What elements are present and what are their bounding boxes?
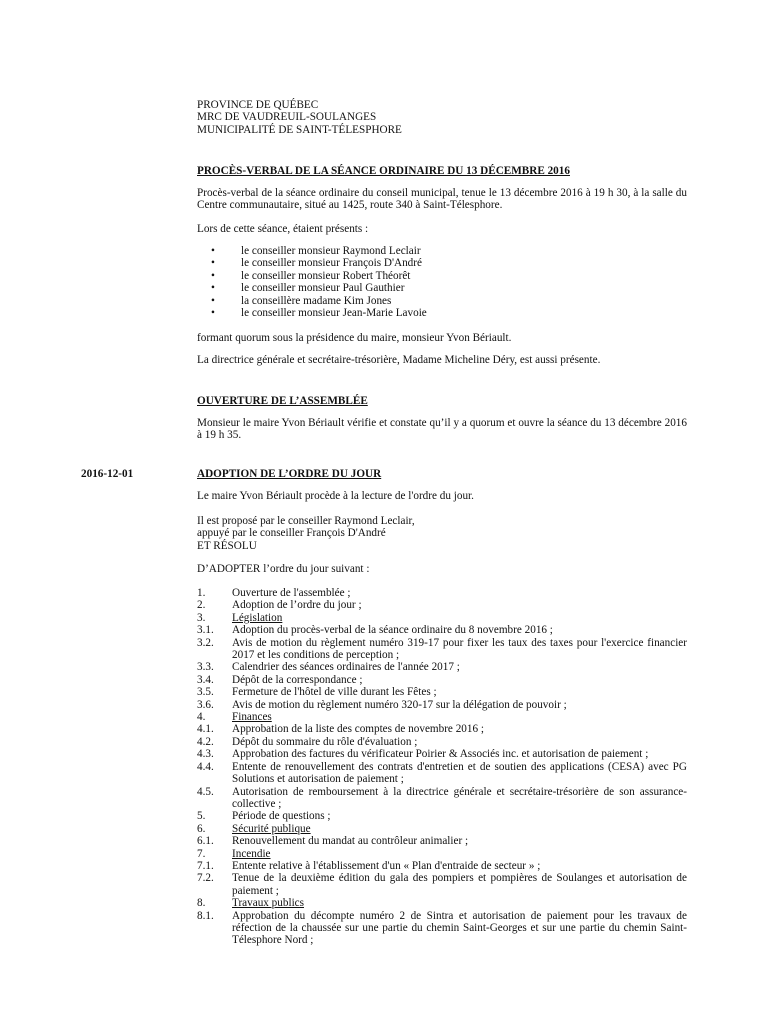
ouverture-text: Monsieur le maire Yvon Bériault vérifie et constate qu’il y a quorum et ouvre la séance du 13 décembre 2016 à 19 h 35. (197, 417, 687, 442)
bullet-icon: • (211, 257, 215, 270)
agenda-item: 3.2. Avis de motion du règlement numéro 319-17 pour fixer les taux des taxes pour l'exercice financier 2017 et les conditions de perception ; (197, 636, 687, 662)
resolu-line: ET RÉSOLU (197, 539, 257, 552)
agenda-item: 8.1. Approbation du décompte numéro 2 de Sintra et autorisation de paiement pour les travaux de réfection de la chaussée sur une partie du chemin Saint-Georges et sur une partie du chemin Saint-Télesphore Nord ; (197, 909, 687, 947)
list-item: • la conseillère madame Kim Jones (211, 294, 392, 307)
agenda-item: 3.6. Avis de motion du règlement numéro 320-17 sur la délégation de pouvoir ; (197, 698, 567, 711)
agenda-item: 4.4. Entente de renouvellement des contrats d'entretien et de soutien des applications (CESA) avec PG Solutions et autorisation de paiement ; (197, 760, 687, 786)
agenda-item: 7.1. Entente relative à l'établissement d'un « Plan d'entraide de secteur » ; (197, 859, 541, 872)
intro-paragraph: Procès-verbal de la séance ordinaire du conseil municipal, tenue le 13 décembre 2016 à 19 h 30, à la salle du Centre communautaire, situé au 1425, route 340 à Saint-Télesphore. (197, 187, 687, 212)
quorum-text: formant quorum sous la présidence du maire, monsieur Yvon Bériault. (197, 332, 512, 344)
agenda-item: 4.1. Approbation de la liste des comptes de novembre 2016 ; (197, 723, 484, 736)
document-header (197, 99, 687, 136)
header-province: PROVINCE DE QUÉBEC (197, 99, 319, 111)
presents-intro: Lors de cette séance, étaient présents : (197, 223, 369, 235)
bullet-icon: • (211, 294, 215, 307)
resolution-block (197, 515, 687, 552)
agenda-item: 3. Législation (197, 611, 283, 624)
header-mrc: MRC DE VAUDREUIL-SOULANGES (197, 111, 377, 124)
adoption-reading-text: Le maire Yvon Bériault procède à la lecture de l'ordre du jour. (197, 490, 474, 502)
agenda-item: 5. Période de questions ; (197, 810, 331, 823)
resolution-number: 2016-12-01 (81, 468, 134, 480)
bullet-icon: • (211, 282, 215, 295)
agenda-item: 7. Incendie (197, 847, 271, 860)
directrice-text: La directrice générale et secrétaire-trésorière, Madame Micheline Déry, est aussi présente. (197, 354, 601, 366)
agenda-item: 7.2. Tenue de la deuxième édition du gala des pompiers et pompières de Soulanges et autorisation de paiement ; (197, 872, 687, 897)
list-item: • le conseiller monsieur François D'André (211, 257, 422, 270)
list-item: • le conseiller monsieur Robert Théorêt (211, 269, 411, 282)
adopter-text: D’ADOPTER l’ordre du jour suivant : (197, 563, 370, 575)
bullet-icon: • (211, 269, 215, 282)
propose-line: Il est proposé par le conseiller Raymond Leclair, (197, 515, 415, 527)
agenda-item: 2. Adoption de l’ordre du jour ; (197, 599, 362, 612)
agenda-item: 8. Travaux publics (197, 897, 304, 910)
list-item: • le conseiller monsieur Raymond Leclair (211, 245, 421, 257)
agenda-item: 4. Finances (197, 711, 272, 724)
agenda-item: 3.5. Fermeture de l'hôtel de ville durant les Fêtes ; (197, 686, 437, 699)
list-item: • le conseiller monsieur Jean-Marie Lavoie (211, 306, 427, 319)
appuye-line: appuyé par le conseiller François D'André (197, 527, 386, 540)
agenda-item: 4.2. Dépôt du sommaire du rôle d'évaluation ; (197, 735, 418, 748)
presents-list (197, 245, 687, 319)
document-title: PROCÈS-VERBAL DE LA SÉANCE ORDINAIRE DU 13 DÉCEMBRE 2016 (197, 165, 570, 177)
agenda-item: 3.4. Dépôt de la correspondance ; (197, 673, 363, 686)
bullet-icon: • (211, 306, 215, 319)
agenda-item: 6. Sécurité publique (197, 822, 311, 835)
agenda-item: 1. Ouverture de l'assemblée ; (197, 587, 351, 599)
agenda-item: 3.1. Adoption du procès-verbal de la séance ordinaire du 8 novembre 2016 ; (197, 624, 553, 637)
bullet-icon: • (211, 245, 215, 257)
agenda-item: 3.3. Calendrier des séances ordinaires de l'année 2017 ; (197, 661, 460, 674)
agenda-item: 6.1. Renouvellement du mandat au contrôleur animalier ; (197, 835, 469, 848)
agenda-item: 4.5. Autorisation de remboursement à la directrice générale et secrétaire-trésorière de son assurance-collective ; (197, 785, 687, 810)
section-heading-ouverture: OUVERTURE DE L’ASSEMBLÉE (197, 395, 368, 407)
agenda-list (197, 587, 687, 947)
header-municipalite: MUNICIPALITÉ DE SAINT-TÉLESPHORE (197, 123, 402, 136)
agenda-item: 4.3. Approbation des factures du vérificateur Poirier & Associés inc. et autorisation de paiement ; (197, 748, 649, 761)
section-heading-adoption: ADOPTION DE L’ORDRE DU JOUR (197, 468, 382, 480)
list-item: • le conseiller monsieur Paul Gauthier (211, 282, 405, 295)
